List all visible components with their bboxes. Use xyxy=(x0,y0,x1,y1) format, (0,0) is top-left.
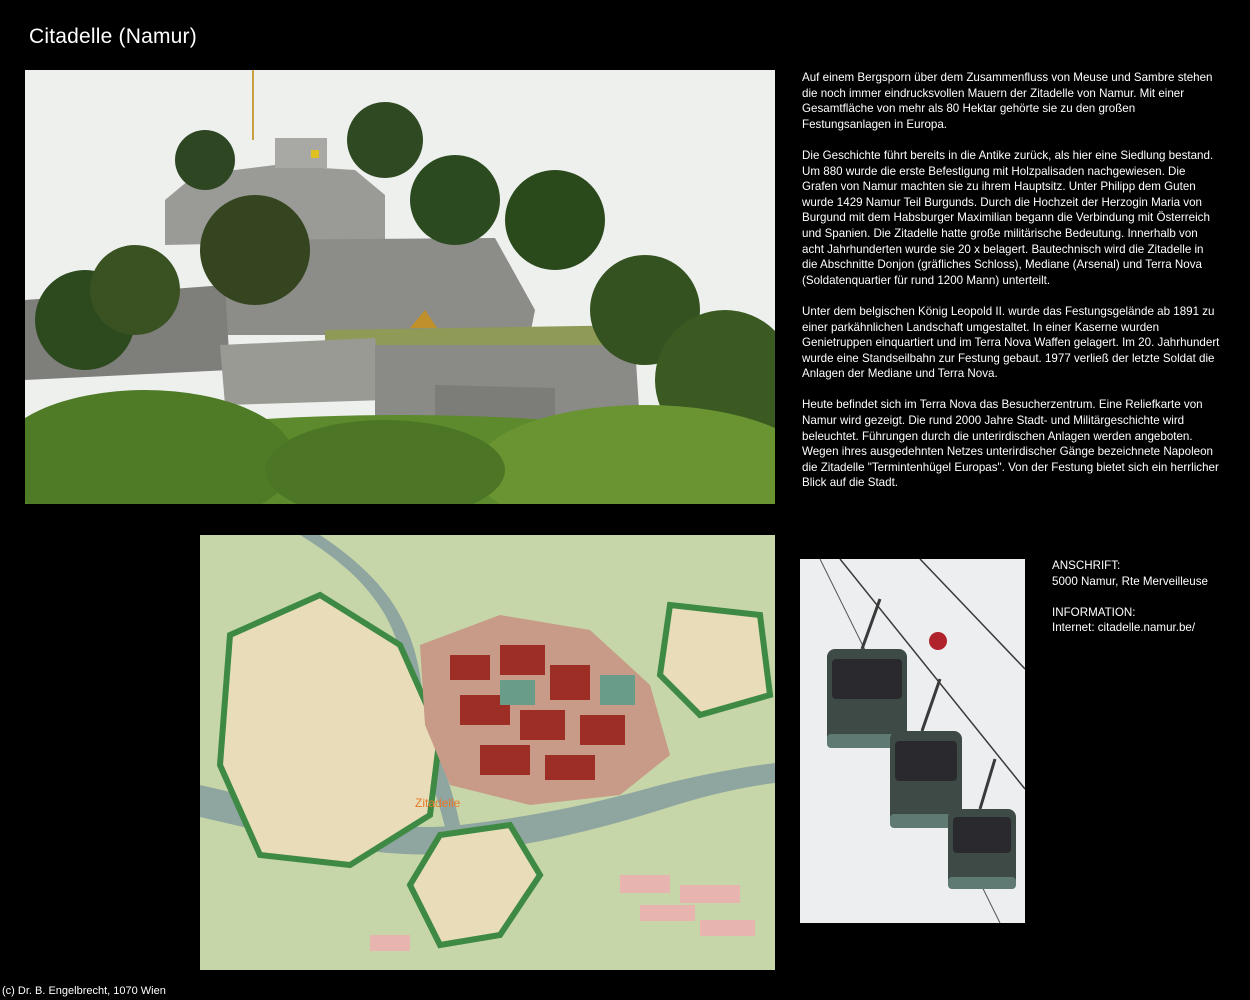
article-paragraph: Heute befindet sich im Terra Nova das Besucherzentrum. Eine Reliefkarte von Namur wird gezeigt. Die rund 2000 Jahre Stadt- und Militärgeschichte wird beleuchtet. Führungen durch die unterirdischen Anlagen werden angeboten. Wegen ihres ausgedehnten Netzes unterirdischer Gänge bezeichnete Napoleon die Zitadelle "Termintenhügel Europas". Von der Festung bietet sich ein herrlicher Blick auf die Stadt. xyxy=(802,398,1219,490)
internet-link[interactable]: Internet: citadelle.namur.be/ xyxy=(1052,621,1196,635)
article-paragraph: Unter dem belgischen König Leopold II. wurde das Festungsgelände ab 1891 zu einer parkähnlichen Landschaft umgestaltet. In einer Kaserne wurden Genietruppen einquartiert und im Terra Nova Waffen gelagert. Im 20. Jahrhundert wurde eine Standseilbahn zur Festung gebaut. 1977 verließ der letzte Soldat die Anlagen der Mediane und Terra Nova. xyxy=(802,304,1220,381)
article-text xyxy=(802,70,1222,507)
page-title: Citadelle (Namur) xyxy=(29,25,197,48)
contact-info xyxy=(1052,558,1242,636)
citadel-photo xyxy=(25,70,775,504)
address-label: ANSCHRIFT: xyxy=(1052,559,1121,572)
article-paragraph: Die Geschichte führt bereits in die Antike zurück, als hier eine Siedlung bestand. Um 880 wurde die erste Befestigung mit Holzpalisaden nachgewiesen. Die Grafen von Namur machten sie zu ihrem Hauptsitz. Unter Philipp dem Guten wurde 1429 Namur Teil Burgunds. Durch die Hochzeit der Herzogin Maria von Burgund mit dem Habsburger Maximilian begann die Verbindung mit Österreich und Spanien. Die Zitadelle hatte große militärische Bedeutung. Innerhalb von acht Jahrhunderten wurde sie 20 x belagert. Bautechnisch wird die Zitadelle in die Abschnitte Donjon (gräfliches Schloss), Mediane (Arsenal) und Terra Nova (Soldatenquartier für rund 1200 Mann) unterteilt. xyxy=(802,148,1214,287)
historic-map xyxy=(200,535,775,970)
copyright-footer: (c) Dr. B. Engelbrecht, 1070 Wien xyxy=(2,985,166,997)
address-text: 5000 Namur, Rte Merveilleuse xyxy=(1052,574,1208,588)
information-label: INFORMATION: xyxy=(1052,605,1136,619)
cable-car-photo xyxy=(800,559,1025,923)
map-label: Zitadelle xyxy=(415,796,461,810)
article-paragraph: Auf einem Bergsporn über dem Zusammenfluss von Meuse und Sambre stehen die noch immer eindrucksvollen Mauern der Zitadelle von Namur. Mit einer Gesamtfläche von mehr als 80 Hektar gehörte sie zu den großen Festungsanlagen in Europa. xyxy=(802,71,1213,131)
